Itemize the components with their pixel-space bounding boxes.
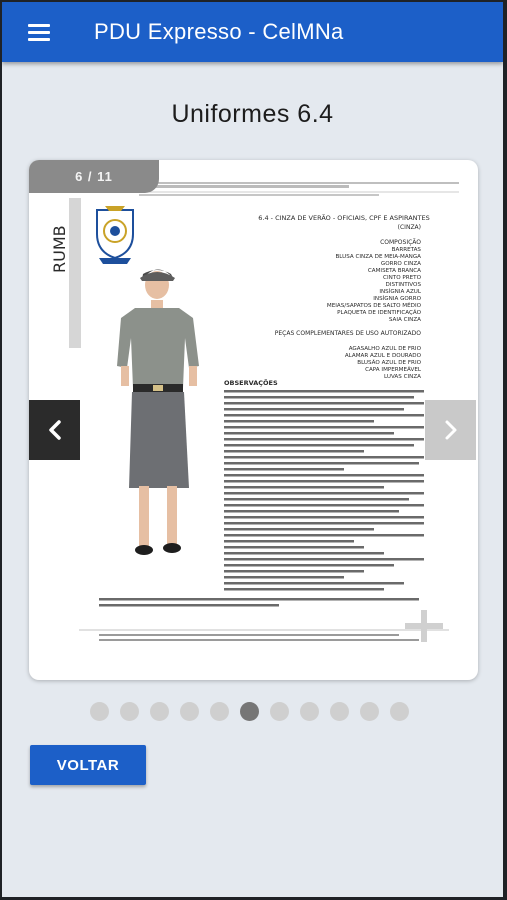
doc-side-logo: RUMB (50, 225, 69, 273)
navy-crest-icon (97, 206, 133, 264)
pagination-dot[interactable] (150, 702, 169, 721)
doc-list-item: BARRETAS (391, 247, 421, 253)
doc-list-item: AGASALHO AZUL DE FRIO (348, 346, 421, 352)
doc-composicao-list (327, 247, 422, 323)
uniform-figure (117, 269, 199, 555)
doc-footer-mark (405, 610, 443, 642)
pagination-dot[interactable] (300, 702, 319, 721)
previous-slide-button[interactable] (29, 400, 80, 460)
doc-observacoes-label: OBSERVAÇÕES (224, 379, 278, 387)
next-slide-button[interactable] (425, 400, 476, 460)
doc-complementares-list (345, 346, 422, 380)
chevron-right-icon (443, 419, 459, 441)
chevron-left-icon (47, 419, 63, 441)
hamburger-menu-icon[interactable] (28, 22, 52, 42)
doc-list-item: INSÍGNIA AZUL (379, 289, 421, 295)
doc-list-item: CINTO PRETO (383, 275, 421, 281)
doc-list-item: ALAMAR AZUL E DOURADO (344, 353, 421, 359)
doc-list-item: CAMISETA BRANCA (367, 268, 421, 274)
pagination-dot[interactable] (330, 702, 349, 721)
doc-list-item: MEIAS/SAPATOS DE SALTO MÉDIO (326, 303, 421, 309)
doc-list-item: CAPA IMPERMEÁVEL (365, 367, 421, 373)
carousel-pagination (90, 702, 420, 722)
doc-list-item: LUVAS CINZA (384, 374, 421, 380)
app-screen (2, 2, 503, 897)
doc-list-item: INSÍGNIA GORRO (373, 296, 421, 302)
app-title: PDU Expresso - CelMNa (94, 19, 344, 44)
doc-list-item: BLUSA CINZA DE MEIA-MANGA (335, 254, 421, 260)
pagination-dot[interactable] (390, 702, 409, 721)
doc-list-item: SAIA CINZA (388, 317, 421, 323)
pagination-dot[interactable] (180, 702, 199, 721)
pagination-dot[interactable] (360, 702, 379, 721)
pagination-dot[interactable] (120, 702, 139, 721)
pagination-dot[interactable] (210, 702, 229, 721)
back-button[interactable]: VOLTAR (30, 745, 146, 785)
app-bar (2, 2, 503, 62)
doc-subheading: (CINZA) (397, 224, 421, 231)
doc-complementares-label: PEÇAS COMPLEMENTARES DE USO AUTORIZADO (274, 330, 421, 337)
slide-counter: 6 / 11 (29, 160, 159, 193)
doc-list-item: GORRO CINZA (380, 261, 421, 267)
image-carousel[interactable] (29, 160, 478, 680)
doc-heading: 6.4 - CINZA DE VERÃO - OFICIAIS, CPF E ASPIRANTES (258, 214, 430, 222)
uniform-document-image (39, 168, 469, 673)
pagination-dot[interactable] (270, 702, 289, 721)
pagination-dot[interactable] (90, 702, 109, 721)
page-title: Uniformes 6.4 (171, 100, 334, 128)
doc-composicao-label: COMPOSIÇÃO (380, 239, 421, 246)
doc-list-item: BLUSÃO AZUL DE FRIO (357, 360, 421, 366)
doc-list-item: DISTINTIVOS (385, 282, 421, 288)
doc-list-item: PLAQUETA DE IDENTIFICAÇÃO (337, 310, 421, 316)
pagination-dot-active[interactable] (240, 702, 259, 721)
